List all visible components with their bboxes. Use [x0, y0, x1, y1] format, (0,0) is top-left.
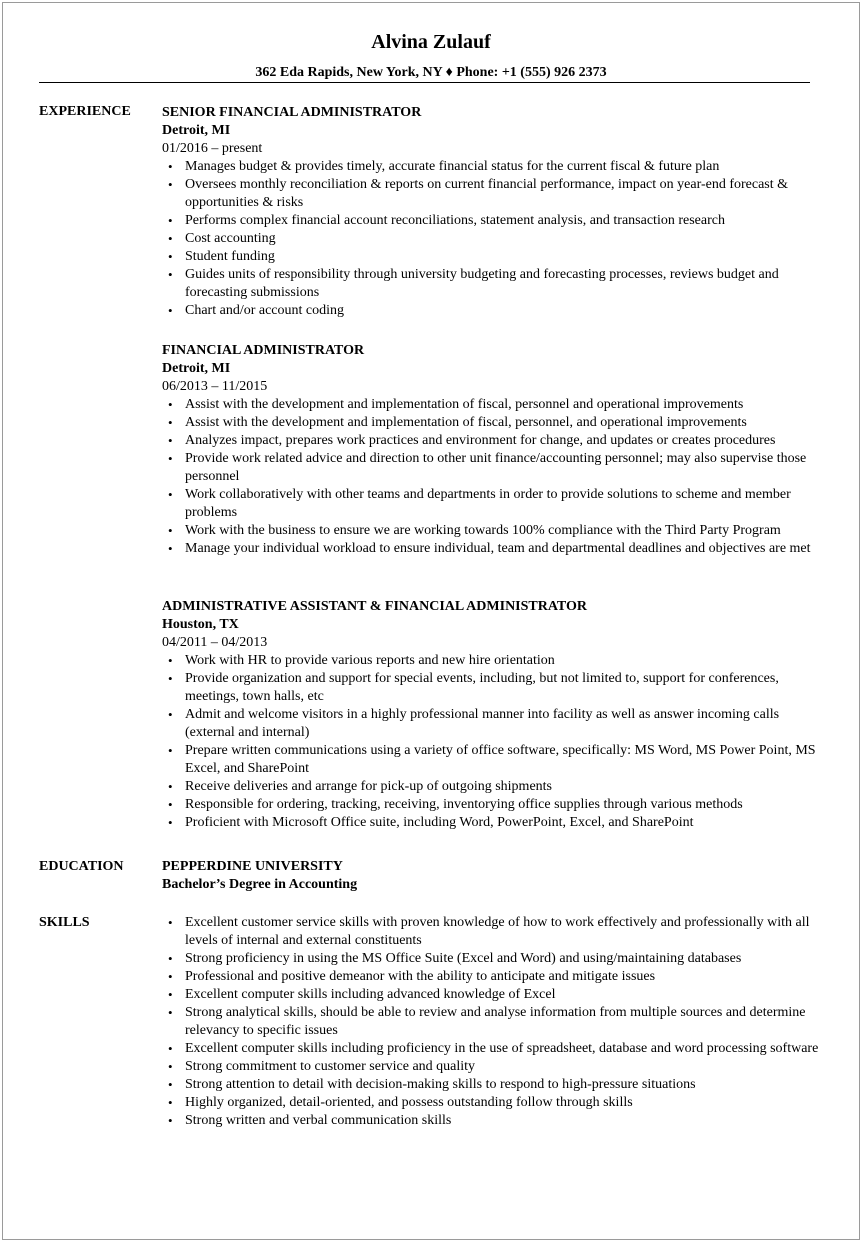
- list-item: • Responsible for ordering, tracking, receiving, inventorying office supplies through various methods: [162, 796, 827, 814]
- experience-entry: [162, 342, 827, 558]
- list-item: • Guides units of responsibility through university budgeting and forecasting processes, reviews budget and forecasting submissions: [162, 266, 827, 302]
- job-location: Detroit, MI: [162, 123, 231, 138]
- job-location: Detroit, MI: [162, 361, 231, 376]
- list-item: • Assist with the development and implementation of fiscal, personnel and operational improvements: [162, 396, 827, 414]
- education-entry: [162, 858, 827, 894]
- skills-entry: [162, 914, 827, 1130]
- school-name: PEPPERDINE UNIVERSITY: [162, 859, 343, 874]
- degree: Bachelor’s Degree in Accounting: [162, 877, 358, 892]
- list-item: • Strong attention to detail with decision-making skills to respond to high-pressure situations: [162, 1076, 827, 1094]
- experience-entry: [162, 104, 827, 320]
- list-item: • Provide work related advice and direction to other unit finance/accounting personnel; may also supervise those personnel: [162, 450, 827, 486]
- job-duties: [162, 158, 827, 320]
- list-item: • Strong written and verbal communication skills: [162, 1112, 827, 1130]
- list-item: • Admit and welcome visitors in a highly professional manner into facility as well as answer incoming calls (external and internal): [162, 706, 827, 742]
- job-duties: [162, 652, 827, 832]
- list-item: • Manages budget & provides timely, accurate financial status for the current fiscal & future plan: [162, 158, 827, 176]
- job-title: SENIOR FINANCIAL ADMINISTRATOR: [162, 105, 422, 120]
- experience-entry: [162, 598, 827, 832]
- list-item: • Work with the business to ensure we are working towards 100% compliance with the Third Party Program: [162, 522, 827, 540]
- list-item: • Analyzes impact, prepares work practices and environment for change, and updates or creates procedures: [162, 432, 827, 450]
- list-item: • Work collaboratively with other teams and departments in order to provide solutions to scheme and member problems: [162, 486, 827, 522]
- job-location: Houston, TX: [162, 617, 239, 632]
- resume-page: [2, 2, 860, 1240]
- education-heading: EDUCATION: [39, 859, 124, 874]
- list-item: • Cost accounting: [162, 230, 827, 248]
- list-item: • Strong proficiency in using the MS Office Suite (Excel and Word) and using/maintaining databases: [162, 950, 827, 968]
- job-title: ADMINISTRATIVE ASSISTANT & FINANCIAL ADMINISTRATOR: [162, 599, 588, 614]
- list-item: • Assist with the development and implementation of fiscal, personnel, and operational improvements: [162, 414, 827, 432]
- candidate-name: Alvina Zulauf: [371, 31, 491, 53]
- job-title: FINANCIAL ADMINISTRATOR: [162, 343, 365, 358]
- list-item: • Excellent customer service skills with proven knowledge of how to work effectively and professionally with all levels of internal and external constituents: [162, 914, 827, 950]
- list-item: • Excellent computer skills including proficiency in the use of spreadsheet, database and word processing software: [162, 1040, 827, 1058]
- list-item: • Excellent computer skills including advanced knowledge of Excel: [162, 986, 827, 1004]
- list-item: • Student funding: [162, 248, 827, 266]
- list-item: • Strong analytical skills, should be able to review and analyse information from multiple sources and determine relevancy to specific issues: [162, 1004, 827, 1040]
- contact-line: 362 Eda Rapids, New York, NY ♦ Phone: +1 (555) 926 2373: [255, 65, 607, 80]
- skills-list: [162, 914, 827, 1130]
- list-item: • Prepare written communications using a variety of office software, specifically: MS Word, MS Power Point, MS Excel, and SharePoint: [162, 742, 827, 778]
- job-dates: 04/2011 – 04/2013: [162, 635, 268, 650]
- list-item: • Performs complex financial account reconciliations, statement analysis, and transaction research: [162, 212, 827, 230]
- list-item: • Highly organized, detail-oriented, and possess outstanding follow through skills: [162, 1094, 827, 1112]
- experience-heading: EXPERIENCE: [39, 104, 131, 119]
- list-item: • Oversees monthly reconciliation & reports on current financial performance, impact on year-end forecast & opportunities & risks: [162, 176, 827, 212]
- list-item: • Manage your individual workload to ensure individual, team and departmental deadlines and objectives are met: [162, 540, 827, 558]
- list-item: • Provide organization and support for special events, including, but not limited to, support for conferences, meetings, town halls, etc: [162, 670, 827, 706]
- list-item: • Strong commitment to customer service and quality: [162, 1058, 827, 1076]
- job-dates: 01/2016 – present: [162, 141, 263, 156]
- list-item: • Proficient with Microsoft Office suite, including Word, PowerPoint, Excel, and SharePoint: [162, 814, 827, 832]
- job-duties: [162, 396, 827, 558]
- skills-heading: SKILLS: [39, 915, 90, 930]
- header-divider: [39, 82, 810, 83]
- list-item: • Work with HR to provide various reports and new hire orientation: [162, 652, 827, 670]
- list-item: • Receive deliveries and arrange for pick-up of outgoing shipments: [162, 778, 827, 796]
- list-item: • Professional and positive demeanor with the ability to anticipate and mitigate issues: [162, 968, 827, 986]
- list-item: • Chart and/or account coding: [162, 302, 827, 320]
- job-dates: 06/2013 – 11/2015: [162, 379, 268, 394]
